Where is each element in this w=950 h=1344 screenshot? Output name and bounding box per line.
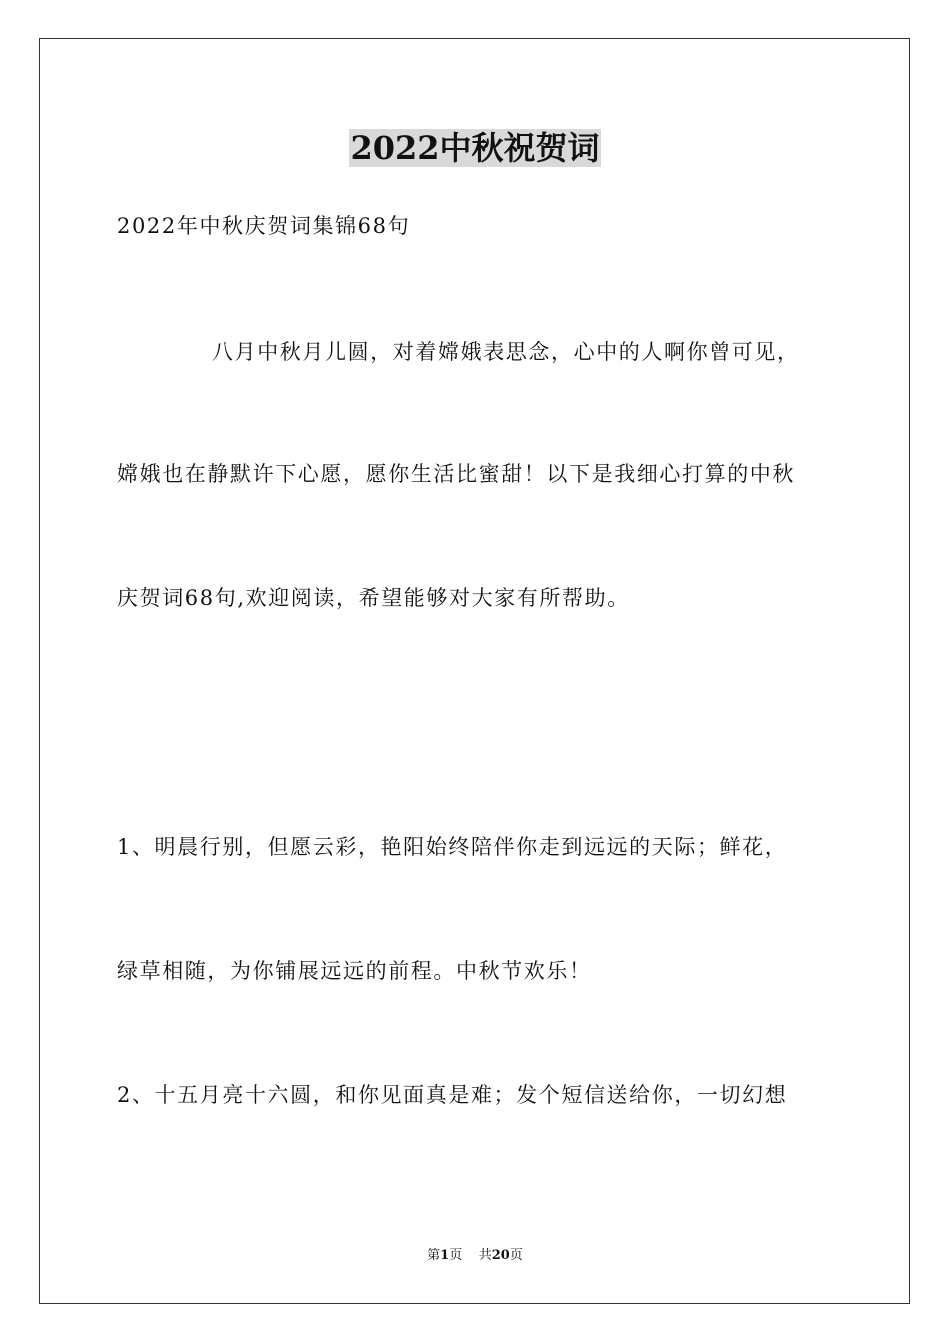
footer-page-prefix: 第 <box>427 1248 441 1263</box>
paragraph-1-line-1: 八月中秋月儿圆，对着嫦娥表思念，心中的人啊你曾可见， <box>212 340 800 364</box>
footer-page-number: 1 <box>440 1248 450 1263</box>
document-title <box>0 128 950 168</box>
document-subtitle: 2022年中秋庆贺词集锦68句 <box>117 214 411 238</box>
paragraph-2-line-1: 1、明晨行别，但愿云彩，艳阳始终陪伴你走到远远的天际；鲜花， <box>117 835 788 859</box>
footer-total-prefix: 共 <box>478 1248 492 1263</box>
document-title-text: 2022中秋祝贺词 <box>350 129 600 167</box>
paragraph-2-line-2: 绿草相随，为你铺展远远的前程。中秋节欢乐！ <box>117 959 592 983</box>
paragraph-1-line-3: 庆贺词68句,欢迎阅读，希望能够对大家有所帮助。 <box>117 586 630 610</box>
footer-total-pages: 20 <box>491 1248 510 1263</box>
paragraph-1-line-2: 嫦娥也在静默许下心愿，愿你生活比蜜甜！以下是我细心打算的中秋 <box>117 462 795 486</box>
footer-page-suffix: 页 <box>449 1248 463 1263</box>
paragraph-3-line-1: 2、十五月亮十六圆，和你见面真是难；发个短信送给你，一切幻想 <box>117 1083 788 1107</box>
footer-total-suffix: 页 <box>509 1248 523 1263</box>
page-footer <box>0 1247 950 1265</box>
